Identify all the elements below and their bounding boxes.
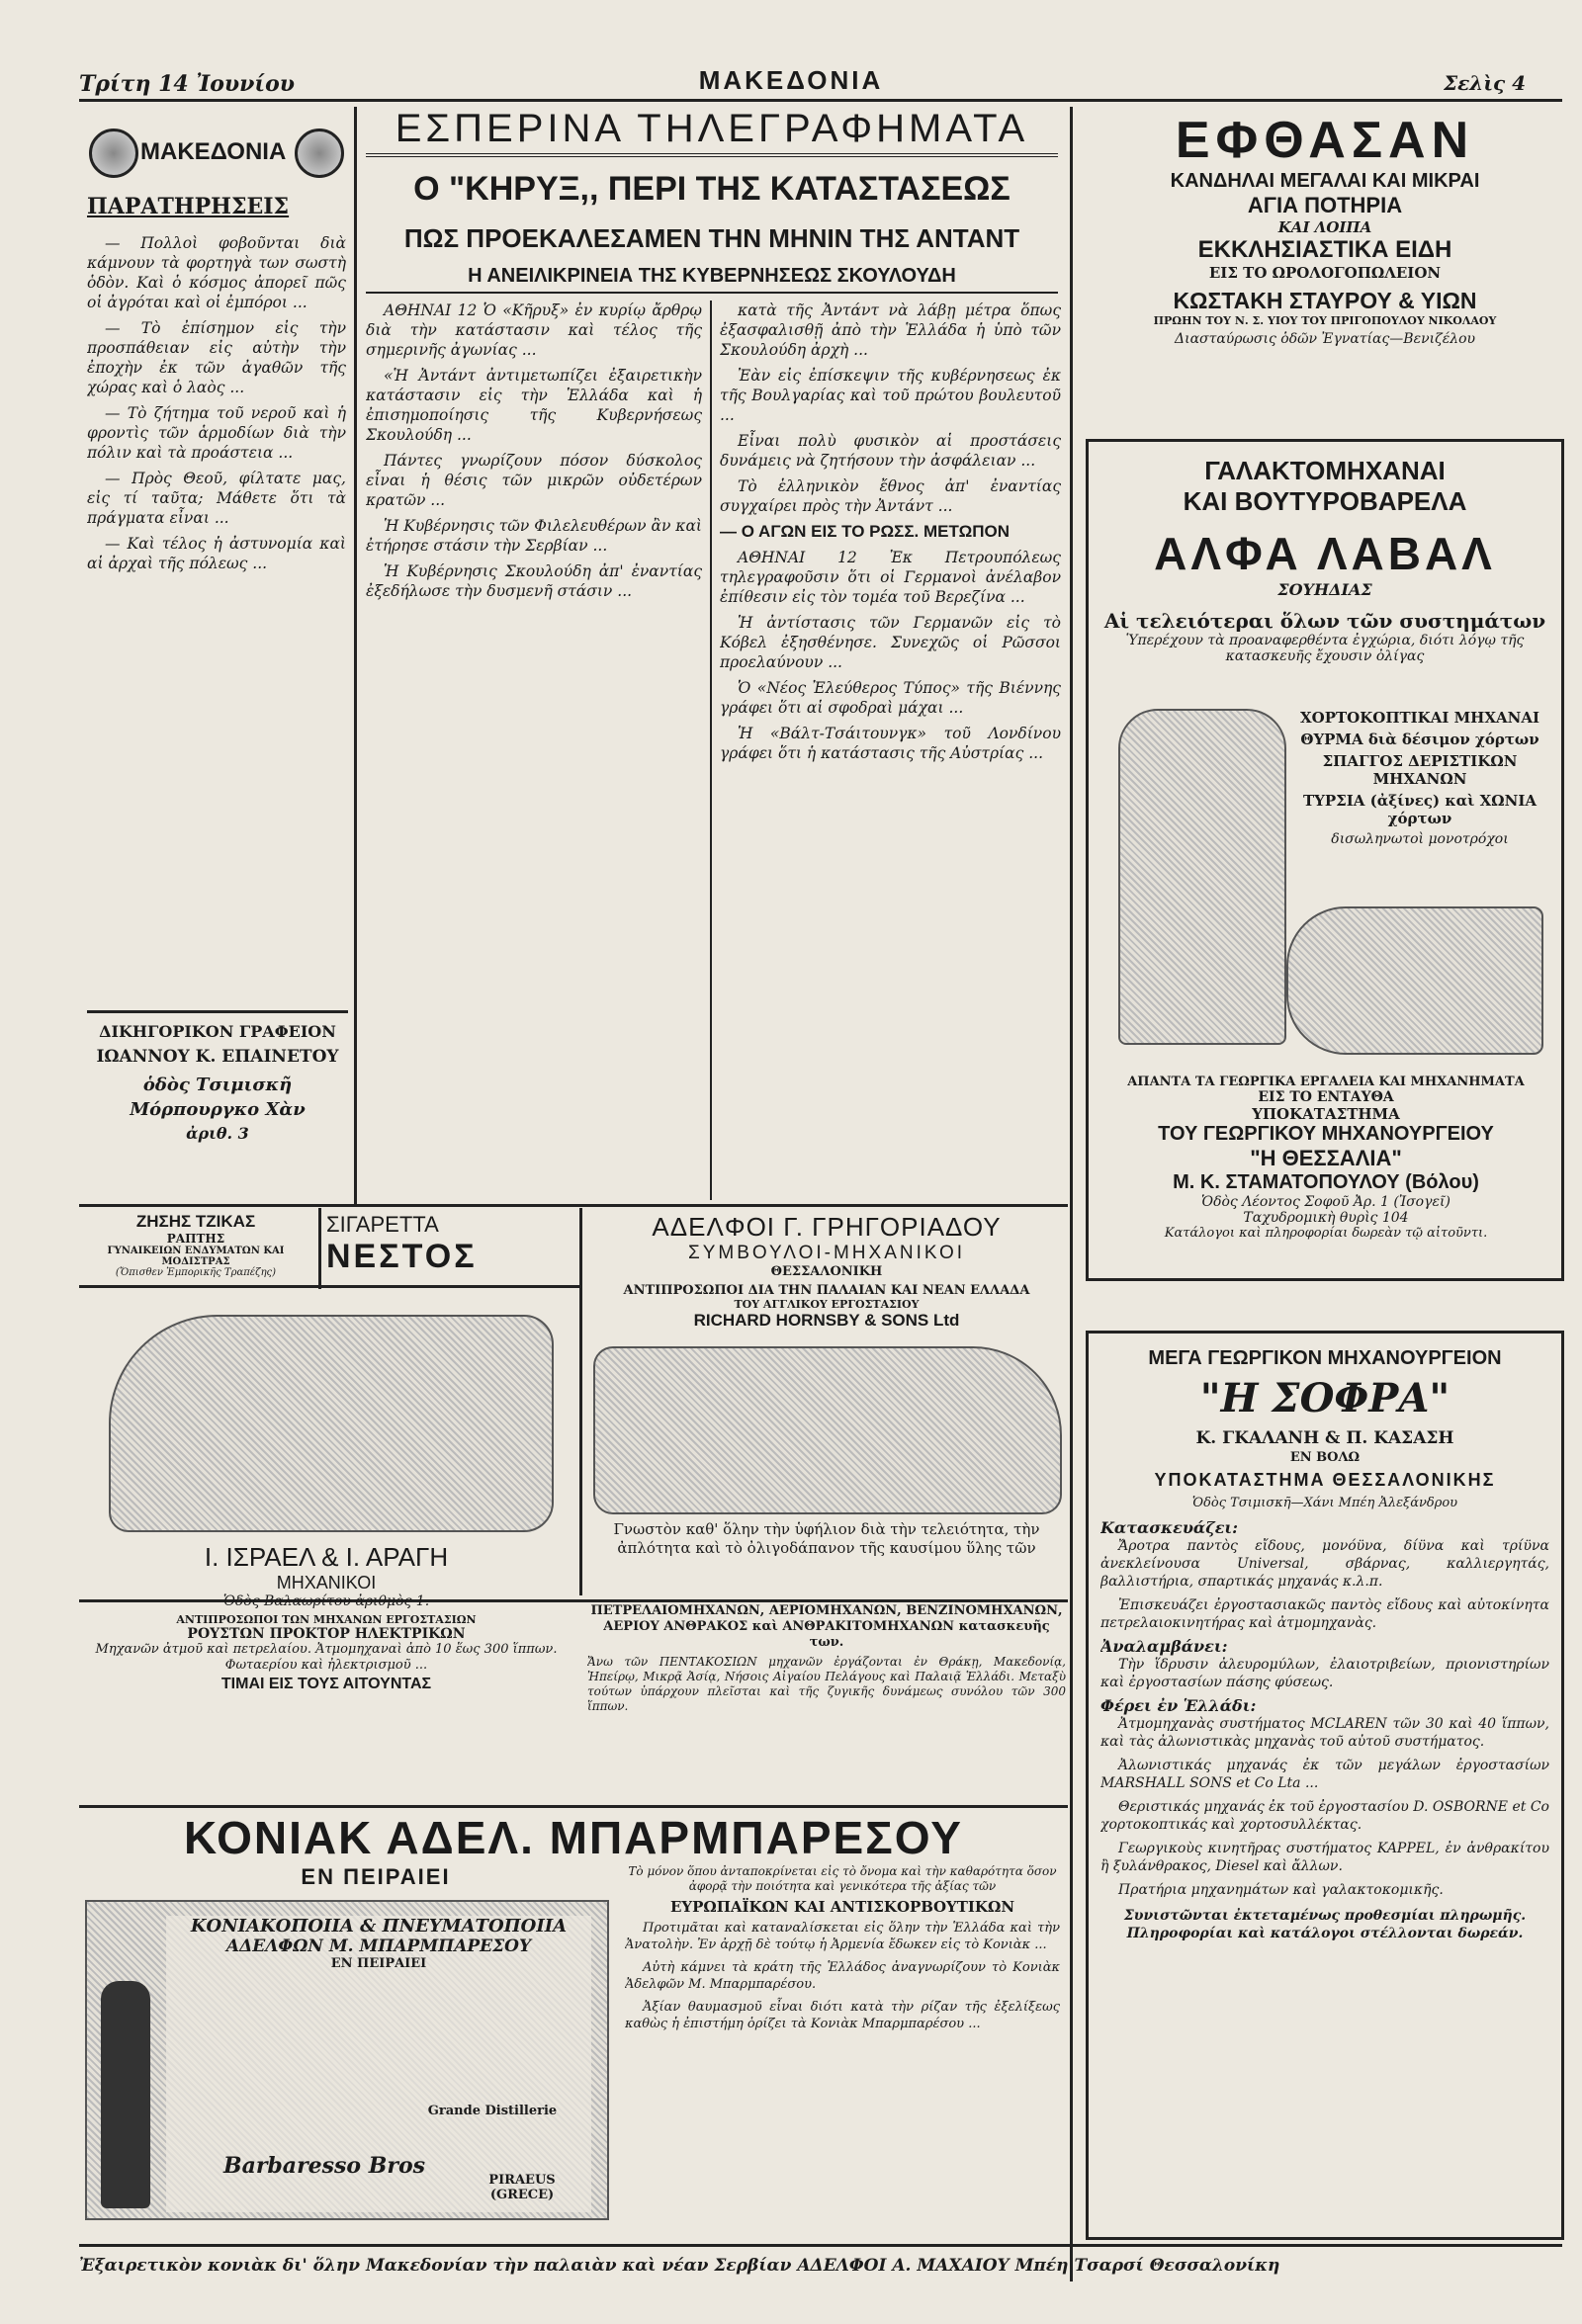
alfa-item: δισωληνωτοὶ μονοτρόχοι xyxy=(1331,831,1509,847)
efthasan-line-6: ΚΩΣΤΑΚΗ ΣΤΑΥΡΟΥ & ΥΙΩΝ xyxy=(1173,288,1477,313)
logo-medallion-left xyxy=(89,129,138,178)
telegram-paragraph: Ἐὰν εἰς ἐπίσκεψιν τῆς κυβέρνησεως ἐκ τῆς Βουλγαρίας καὶ τοῦ πρώτου βουλευτοῦ ... xyxy=(720,367,1061,424)
observation-paragraph: — Πρὸς Θεοῦ, φίλτατε μας, εἰς τί ταῦτα; Μάθετε ὅτι τὰ πράγματα εἶναι ... xyxy=(87,470,346,527)
zisis-bottom-rule xyxy=(79,1285,579,1288)
telegram-paragraph: ΑΘΗΝΑΙ 12 Ὁ «Κῆρυξ» ἐν κυρίῳ ἄρθρῳ διὰ τὴν κατάστασιν καὶ τέλος τῆς σημερινῆς ἀγωνίας ... xyxy=(366,301,702,359)
logo-text: ΜΑΚΕΔΟΝΙΑ xyxy=(140,138,287,165)
grigoriadou-rep: ΑΝΤΙΠΡΟΣΩΠΟΙ ΔΙΑ ΤΗΝ ΠΑΛΑΙΑΝ ΚΑΙ ΝΕΑΝ ΕΛΛΑΔΑ xyxy=(623,1283,1030,1298)
grigoriadou-title: ΑΔΕΛΦΟΙ Γ. ΓΡΗΓΟΡΙΑΔΟΥ xyxy=(652,1212,1002,1242)
grigoriadou-list-wrap xyxy=(587,1603,1066,1801)
efthasan-title: ΕΦΘΑΣΑΝ xyxy=(1175,112,1475,169)
alfa-footer-3: ΥΠΟΚΑΤΑΣΤΗΜΑ xyxy=(1252,1105,1400,1123)
paper-logo xyxy=(89,127,346,182)
sofras-section-3: Φέρει ἐν Ἑλλάδι: xyxy=(1100,1696,1257,1715)
masthead-page: Σελὶς 4 xyxy=(1444,71,1527,95)
telegram-subhead-2: Η ΑΝΕΙΛΙΚΡΙΝΕΙΑ ΤΗΣ ΚΥΒΕΡΝΗΣΕΩΣ ΣΚΟΥΛΟΥΔΗ xyxy=(366,265,1058,294)
office-name: ΙΩΑΝΝΟΥ Κ. ΕΠΑΙΝΕΤΟΥ xyxy=(96,1047,339,1067)
sofras-city: ΕΝ ΒΟΛΩ xyxy=(1289,1450,1361,1465)
israel-prices: ΤΙΜΑΙ ΕΙΣ ΤΟΥΣ ΑΙΤΟΥΝΤΑΣ xyxy=(220,1676,432,1692)
telegram-subhead: ΠΩΣ ΠΡΟΕΚΑΛΕΣΑΜΕΝ ΤΗΝ ΜΗΝΙΝ ΤΗΣ ΑΝΤΑΝΤ xyxy=(403,223,1020,253)
konyak-heading: ΕΥΡΩΠΑΪΚΩΝ ΚΑΙ ΑΝΤΙΣΚΟΡΒΟΥΤΙΚΩΝ xyxy=(669,1898,1015,1916)
grigoriadou-ad xyxy=(587,1212,1066,1597)
konyak-sub: ΕΝ ΠΕΙΡΑΙΕΙ xyxy=(301,1864,451,1889)
alfa-footer-9: Κατάλογοι καὶ πληροφορίαι δωρεὰν τῷ αἰτοῦντι. xyxy=(1164,1226,1488,1241)
israel-sub: ΜΗΧΑΝΙΚΟΙ xyxy=(276,1573,377,1592)
office-street: ὁδὸς Τσιμισκῆ xyxy=(142,1075,293,1095)
office-building: Μόρπουργκο Χὰν xyxy=(130,1099,306,1120)
alfa-footer-6: Μ. Κ. ΣΤΑΜΑΤΟΠΟΥΛΟΥ (Βόλου) xyxy=(1173,1171,1479,1193)
telegram-paragraph: Ἡ Κυβέρνησις τῶν Φιλελευθέρων ἂν καὶ ἐτήρησε στάσιν τὴν Σερβίαν ... xyxy=(366,517,702,555)
telegram-paragraph: Εἶναι πολὺ φυσικὸν αἱ προστάσεις δυνάμεις νὰ ζητήσουν τὴν ἀσφάλειαν ... xyxy=(720,432,1061,470)
konyak-label-1: ΚΟΝΙΑΚΟΠΟΙΙΑ & ΠΝΕΥΜΑΤΟΠΟΙΙΑ xyxy=(190,1916,568,1937)
alfa-brand-sub: ΣΟΥΗΔΙΑΣ xyxy=(1277,580,1372,599)
telegram-paragraph: Ἡ «Βάλτ-Τσάιτουνγκ» τοῦ Λονδίνου γράφει ὅτι ἡ κατάστασις τῆς Αὐστρίας ... xyxy=(720,725,1061,762)
telegram-paragraph: «Ἡ Ἀντάντ ἀντιμετωπίζει ἐξαιρετικὴν κατάστασιν εἰς τὴν Ἑλλάδα καὶ ἡ ἐπισημοποίησις τῆς Κυβερνήσεως Σκουλούδη ... xyxy=(366,367,702,444)
konyak-label-3: ΕΝ ΠΕΙΡΑΙΕΙ xyxy=(330,1956,427,1971)
sofras-section-1: Κατασκευάζει: xyxy=(1100,1519,1239,1537)
grigoriadou-firm: RICHARD HORNSBY & SONS Ltd xyxy=(693,1311,960,1330)
sofras-paragraph: Ἐπισκευάζει ἐργοστασιακῶς παντὸς εἴδους καὶ αὐτοκίνητα πετρελαιοκινητήρας καὶ ἀτμομηχανὰς. xyxy=(1100,1597,1549,1631)
alfa-footer xyxy=(1099,1075,1553,1272)
efthasan-line-4: ΕΚΚΛΗΣΙΑΣΤΙΚΑ ΕΙΔΗ xyxy=(1197,236,1452,263)
telegram-headline: Ο "ΚΗΡΥΞ,, ΠΕΡΙ ΤΗΣ ΚΑΤΑΣΤΑΣΕΩΣ xyxy=(413,170,1011,208)
israel-description: Μηχανῶν ἀτμοῦ καὶ πετρελαίου. Ἀτμομηχαναὶ ἀπὸ 10 ἕως 300 ἵππων. Φωταερίου καὶ ἠλεκτρισμοῦ ... xyxy=(95,1642,558,1673)
bottle-icon xyxy=(101,1981,150,2208)
grigoriadou-rep-2: ΤΟΥ ΑΓΓΛΙΚΟΥ ΕΡΓΟΣΤΑΣΙΟΥ xyxy=(734,1298,920,1311)
israel-title: Ι. ΙΣΡΑΕΛ & Ι. ΑΡΑΓΗ xyxy=(204,1542,449,1572)
konyak-paragraph: Προτιμᾶται καὶ καταναλίσκεται εἰς ὅλην τὴν Ἑλλάδα καὶ τὴν Ἀνατολὴν. Ἐν ἀρχῇ δὲ τούτῳ ἡ Ἀρμενία ἔδωκεν εἰς τὸ Κονιὰκ ... xyxy=(625,1921,1060,1952)
telegram-paragraph: Τὸ ἑλληνικὸν ἔθνος ἀπ' ἐναντίας συγχαίρει πρὸς τὴν Ἀντάντ ... xyxy=(720,477,1061,515)
konyak-label-illustration xyxy=(85,1900,609,2220)
sofras-paragraph: Τὴν ἵδρυσιν ἀλευρομύλων, ἐλαιοτριβείων, πριονιστηρίων καὶ ἐργοστασίων πάσης φύσεως. xyxy=(1100,1657,1549,1690)
israel-rep: ΑΝΤΙΠΡΟΣΩΠΟΙ ΤΩΝ ΜΗΧΑΝΩΝ ΕΡΓΟΣΤΑΣΙΩΝ xyxy=(176,1613,477,1626)
sofras-address: Ὁδὸς Τσιμισκῆ—Χάνι Μπέη Ἀλεξάνδρου xyxy=(1191,1496,1458,1510)
alfa-items xyxy=(1286,709,1553,906)
office-number: ἀριθ. 3 xyxy=(186,1124,249,1143)
alfa-footer-5: "Η ΘΕΣΣΑΛΙΑ" xyxy=(1250,1146,1402,1170)
konyak-paragraph: Αὐτὴ κάμνει τὰ κράτη τῆς Ἑλλάδος ἀναγνωρίζουν τὸ Κονιὰκ Ἀδελφῶν Μ. Μπαρμπαρέσου. xyxy=(625,1960,1060,1992)
efthasan-ad xyxy=(1088,111,1562,397)
konyak-label-text xyxy=(166,1916,591,2212)
konyak-body xyxy=(625,1920,1060,2032)
bottom-strip: Ἐξαιρετικὸν κονιὰκ δι' ὅλην Μακεδονίαν τὴν παλαιὰν καὶ νέαν Σερβίαν ΑΔΕΛΦΟΙ Α. ΜΑΧΑΙΟΥ Μπέη Τσαρσί Θεσσαλονίκη xyxy=(79,2256,1280,2276)
grigoriadou-list: ΠΕΤΡΕΛΑΙΟΜΗΧΑΝΩΝ, ΑΕΡΙΟΜΗΧΑΝΩΝ, ΒΕΝΖΙΝΟΜΗΧΑΝΩΝ, ΑΕΡΙΟΥ ΑΝΘΡΑΚΟΣ καὶ ΑΝΘΡΑΚΙΤΟΜΗΧΑΝΩΝ κατασκευῆς των. xyxy=(590,1603,1063,1650)
separator-machine-illustration xyxy=(1118,709,1286,1045)
engine-illustration-right xyxy=(593,1346,1062,1514)
alfa-item: ΧΟΡΤΟΚΟΠΤΙΚΑΙ ΜΗΧΑΝΑΙ xyxy=(1300,709,1539,727)
zisis-address: (Ὄπισθεν Ἐμπορικῆς Τραπέζης) xyxy=(115,1267,277,1278)
sofras-branch: ΥΠΟΚΑΤΑΣΤΗΜΑ ΘΕΣΣΑΛΟΝΙΚΗΣ xyxy=(1154,1470,1496,1490)
efthasan-line-2: ΑΓΙΑ ΠΟΤΗΡΙΑ xyxy=(1247,193,1403,217)
alfa-item: ΘΥΡΜΑ διὰ δέσιμον χόρτων xyxy=(1300,731,1539,748)
telegram-paragraph: Ἡ ἀντίστασις τῶν Γερμανῶν εἰς τὸ Κόβελ ἐξησθένησε. Συνεχῶς οἱ Ρῶσσοι προελαύνουν ... xyxy=(720,614,1061,671)
office-ad xyxy=(87,1018,348,1196)
alfa-title-1: ΓΑΛΑΚΤΟΜΗΧΑΝΑΙ xyxy=(1204,456,1446,485)
efthasan-line-7: ΠΡΩΗΝ ΤΟΥ Ν. Σ. ΥΙΟΥ ΤΟΥ ΠΡΙΓΟΠΟΥΛΟΥ ΝΙΚΟΛΑΟΥ xyxy=(1153,314,1497,327)
israel-ad xyxy=(79,1542,573,1801)
konyak-title: ΚΟΝΙΑΚ ΑΔΕΛ. ΜΠΑΡΜΠΑΡΕΣΟΥ xyxy=(184,1812,963,1863)
zisis-name: ΖΗΣΗΣ ΤΖΙΚΑΣ xyxy=(135,1212,256,1231)
sofras-paragraph: Ἀτμομηχανὰς συστήματος MCLAREN τῶν 30 καὶ 40 ἵππων, καὶ τὰς ἀλωνιστικὰς μηχανὰς τοῦ αὐτοῦ συστήματος. xyxy=(1100,1716,1549,1750)
alfa-laval-ad xyxy=(1086,439,1564,1281)
bottom-rule xyxy=(79,2244,1562,2247)
telegram-banner: ΕΣΠΕΡΙΝΑ ΤΗΛΕΓΡΑΦΗΜΑΤΑ xyxy=(366,107,1058,157)
column-rule-1 xyxy=(354,107,357,1204)
konyak-text xyxy=(625,1864,1060,2220)
masthead-date: Τρίτη 14 Ἰουνίου xyxy=(79,71,296,97)
konyak-label-6: PIRAEUS (GRECE) xyxy=(488,2173,556,2202)
alfa-item: ΤΥΡΣΙΑ (ἀξίνες) καὶ ΧΩΝΙΑ χόρτων xyxy=(1302,792,1537,827)
observation-paragraph: — Πολλοὶ φοβοῦνται διὰ κάμνουν τὰ φορτηγὰ των σωστὴ ὁδὸν. Καὶ ὁ κόσμος ἀπορεῖ πῶς οἱ ἀγρόται καὶ οἱ ἐμπόροι ... xyxy=(87,234,346,311)
observation-paragraph: — Καὶ τέλος ἡ ἀστυνομία καὶ αἱ ἀρχαὶ τῆς πόλεως ... xyxy=(87,535,346,572)
alfa-footer-8: Ταχυδρομικὴ θυρὶς 104 xyxy=(1243,1210,1409,1226)
efthasan-line-5: ΕΙΣ ΤΟ ΩΡΟΛΟΓΟΠΩΛΕΙΟΝ xyxy=(1208,264,1442,282)
efthasan-line-3: ΚΑΙ ΛΟΙΠΑ xyxy=(1277,218,1372,236)
sofras-paragraph: Θεριστικάς μηχανάς ἐκ τοῦ ἐργοστασίου D. OSBORNE et Co χορτοκοπτικάς καὶ χορτοσυλλέκτας. xyxy=(1100,1799,1549,1833)
telegram-col-1 xyxy=(366,301,702,1200)
column-rule-2 xyxy=(1070,107,1073,2281)
alfa-tagline: Αἱ τελειότεραι ὅλων τῶν συστημάτων xyxy=(1103,609,1546,633)
observation-paragraph: — Τὸ ἐπίσημον εἰς τὴν προσπάθειαν εἰς αὐτὴν τὴν ἐποχὴν ἐκ τῶν ἀγαθῶν τῆς χώρας καὶ ὁ λαὸς ... xyxy=(87,319,346,396)
efthasan-line-1: ΚΑΝΔΗΛΑΙ ΜΕΓΑΛΑΙ ΚΑΙ ΜΙΚΡΑΙ xyxy=(1170,170,1480,192)
alfa-footer-2: ΕΙΣ ΤΟ ΕΝΤΑΥΘΑ xyxy=(1258,1089,1394,1105)
grigoriadou-sub: ΣΥΜΒΟΥΛΟΙ-ΜΗΧΑΝΙΚΟΙ xyxy=(687,1243,966,1263)
masthead xyxy=(0,0,1582,99)
konyak-paragraph: Ἀξίαν θαυμασμοῦ εἶναι διότι κατὰ τὴν ρίζαν τῆς ἐξελίξεως καθὼς ἡ ἐπιστήμη ὁρίζει τὰ Κονιὰκ Μπαρμπαρέσου ... xyxy=(625,2000,1060,2031)
sofras-owners: Κ. ΓΚΑΛΑΝΗ & Π. ΚΑΣΑΣΗ xyxy=(1195,1428,1454,1448)
alfa-description: Ὑπερέχουν τὰ προαναφερθέντα ἐγχώρια, διότι λόγῳ τῆς κατασκευῆς ἔχουσιν ὀλίγας xyxy=(1125,633,1525,664)
mower-illustration xyxy=(1286,906,1543,1055)
alfa-brand: ΑΛΦΑ ΛΑΒΑΛ xyxy=(1154,528,1496,579)
alfa-footer-7: Ὁδὸς Λέοντος Σοφοῦ Ἀρ. 1 (Ἰσογεῖ) xyxy=(1201,1194,1450,1210)
konyak-label-5: Barbaresso Bros xyxy=(222,2153,425,2179)
sofras-paragraph: Πρατήρια μηχανημάτων καὶ γαλακτοκομικῆς. xyxy=(1118,1882,1444,1898)
office-title: ΔΙΚΗΓΟΡΙΚΟΝ ΓΡΑΦΕΙΟΝ xyxy=(99,1022,336,1041)
grigoriadou-text: Γνωστὸν καθ' ὅλην τὴν ὑφήλιον διὰ τὴν τελειότητα, τὴν ἀπλότητα καὶ τὸ ὀλιγοδάπανον τῆς καυσίμου ὕλης τῶν xyxy=(613,1520,1040,1557)
konyak-top-rule xyxy=(79,1805,1068,1808)
telegram-paragraph: ΑΘΗΝΑΙ 12 Ἐκ Πετρουπόλεως τηλεγραφοῦσιν ὅτι οἱ Γερμανοὶ ἀνέλαβον ἐπίθεσιν εἰς τὸν τομέα τοῦ Βερεζίνα ... xyxy=(720,549,1061,606)
nestos-rule xyxy=(579,1208,582,1595)
nestos-line-1: ΣΙΓΑΡΕΤΤΑ xyxy=(326,1212,439,1237)
zisis-rule xyxy=(318,1208,321,1289)
sofras-paragraph: Ἀλωνιστικάς μηχανάς ἐκ τῶν μεγάλων ἐργοστασίων MARSHALL SONS et Co Lta ... xyxy=(1100,1758,1549,1791)
russian-front-heading: — Ο ΑΓΩΝ ΕΙΣ ΤΟ ΡΩΣΣ. ΜΕΤΩΠΟΝ xyxy=(720,522,1010,541)
observations-heading: ΠΑΡΑΤΗΡΗΣΕΙΣ xyxy=(87,194,290,219)
engine-illustration-left xyxy=(109,1315,554,1532)
telegram-paragraph: Πάντες γνωρίζουν πόσον δύσκολος εἶναι ἡ θέσις τῶν μικρῶν οὐδετέρων κρατῶν ... xyxy=(366,452,702,509)
observation-paragraph: — Τὸ ζήτημα τοῦ νεροῦ καὶ ἡ φροντὶς τῶν ἁρμοδίων διὰ τὴν πόλιν καὶ τὰ προάστεια ... xyxy=(87,404,346,462)
office-top-rule xyxy=(87,1010,348,1013)
masthead-rule xyxy=(79,99,1562,102)
alfa-footer-4: ΤΟΥ ΓΕΩΡΓΙΚΟΥ ΜΗΧΑΝΟΥΡΓΕΙΟΥ xyxy=(1158,1123,1494,1145)
grigoriadou-city: ΘΕΣΣΑΛΟΝΙΚΗ xyxy=(770,1264,883,1279)
telegram-bottom-rule xyxy=(79,1204,1068,1207)
telegram-paragraph: κατὰ τῆς Ἀντάντ νὰ λάβῃ μέτρα ὅπως ἐξασφαλισθῇ ἀπὸ τὴν Ἑλλάδα ἡ ὑπὸ τῶν Σκουλούδη ἀρχὴ ... xyxy=(720,301,1061,359)
telegram-paragraph: Ὁ «Νέος Ἐλεύθερος Τύπος» τῆς Βιέννης γράφει ὅτι αἱ σφοδραὶ μάχαι ... xyxy=(720,679,1061,717)
logo-medallion-right xyxy=(295,129,344,178)
sofras-footer: Συνιστῶνται ἐκτεταμένως προθεσμίαι πληρωμῆς. Πληροφορίαι καὶ κατάλογοι στέλλονται δωρεάν. xyxy=(1123,1908,1527,1941)
sofras-ad xyxy=(1086,1331,1564,2240)
telegram-col-2 xyxy=(720,301,1061,1200)
masthead-paper: ΜΑΚΕΔΟΝΙΑ xyxy=(698,65,884,95)
sofras-paragraph: Γεωργικοὺς κινητῆρας συστήματος KAPPEL, ἐν ἀνθρακίτου ἢ ξυλάνθρακος, Diesel καὶ ἄλλων. xyxy=(1100,1841,1549,1874)
konyak-label-2: ΑΔΕΛΦΩΝ Μ. ΜΠΑΡΜΠΑΡΕΣΟΥ xyxy=(225,1937,532,1956)
sofras-section-2: Ἀναλαμβάνει: xyxy=(1100,1637,1228,1656)
konyak-label-4: Grande Distillerie xyxy=(427,2104,558,2118)
nestos-line-2: ΝΕΣΤΟΣ xyxy=(326,1238,478,1275)
telegram-paragraph: Ἡ Κυβέρνησις Σκουλούδη ἀπ' ἐναντίας ἐξεδήλωσε τὴν δυσμενῆ στάσιν ... xyxy=(366,562,702,600)
israel-rep-2: ΡΟΥΣΤΩΝ ΠΡΟΚΤΟΡ ΗΛΕΚΤΡΙΚΩΝ xyxy=(187,1626,466,1642)
sofras-title: ΜΕΓΑ ΓΕΩΡΓΙΚΟΝ ΜΗΧΑΝΟΥΡΓΕΙΟΝ xyxy=(1148,1347,1502,1369)
sofras-name: "Η ΣΟΦΡΑ" xyxy=(1199,1375,1450,1421)
konyak-ad xyxy=(79,1809,1068,2224)
zisis-description: ΓΥΝΑΙΚΕΙΩΝ ΕΝΔΥΜΑΤΩΝ ΚΑΙ ΜΟΔΙΣΤΡΑΣ xyxy=(107,1246,285,1267)
sofras-paragraph: Ἄροτρα παντὸς εἴδους, μονόϋνα, δίϋνα καὶ τρίϋνα ἀνεκλείνουσα Universal, σβάρνας, καλλιεργητάς, βαλλιστήρια, σπαρτικάς μηχανάς κ.λ.π. xyxy=(1100,1538,1549,1590)
telegram-col-rule xyxy=(710,301,712,1200)
efthasan-line-8: Διασταύρωσις ὁδῶν Ἐγνατίας—Βενιζέλου xyxy=(1174,331,1476,347)
alfa-footer-1: ΑΠΑΝΤΑ ΤΑ ΓΕΩΡΓΙΚΑ ΕΡΓΑΛΕΙΑ ΚΑΙ ΜΗΧΑΝΗΜΑΤΑ xyxy=(1127,1075,1525,1089)
israel-address: Ὁδὸς Βαλαωρίτου ἀριθμὸς 1. xyxy=(222,1593,430,1609)
zisis-role: ΡΑΠΤΗΣ xyxy=(166,1232,225,1246)
observations-body xyxy=(87,233,346,1004)
zisis-ad xyxy=(79,1212,312,1281)
konyak-intro: Τὸ μόνον ὅπου ἀνταποκρίνεται εἰς τὸ ὄνομα καὶ τὴν καθαρότητα ὅσον ἀφορᾷ τὴν ποιότητα καὶ γενικότερα τῆς ἀξίας τῶν xyxy=(628,1864,1057,1893)
alfa-item: ΣΠΑΓΓΟΣ ΔΕΡΙΣΤΙΚΩΝ ΜΗΧΑΝΩΝ xyxy=(1322,752,1518,788)
alfa-title-2: ΚΑΙ ΒΟΥΤΥΡΟΒΑΡΕΛΑ xyxy=(1183,486,1467,516)
grigoriadou-note: Ἄνω τῶν ΠΕΝΤΑΚΟΣΙΩΝ μηχανῶν ἐργάζονται ἐν Θράκῃ, Μακεδονίᾳ, Ἠπείρῳ, Μικρᾷ Ἀσίᾳ, Νήσοις Αἰγαίου Πελάγους καὶ Παλαιᾷ Ἑλλάδι. Μεταξὺ τούτων ὑπάρχουν πλεῖσται καὶ τῆς ζυγικῆς δυνάμεως συνόλου τῶν 300 ἵππων. xyxy=(587,1655,1066,1713)
sofras-body xyxy=(1100,1519,1549,2231)
nestos-ad xyxy=(326,1212,573,1281)
